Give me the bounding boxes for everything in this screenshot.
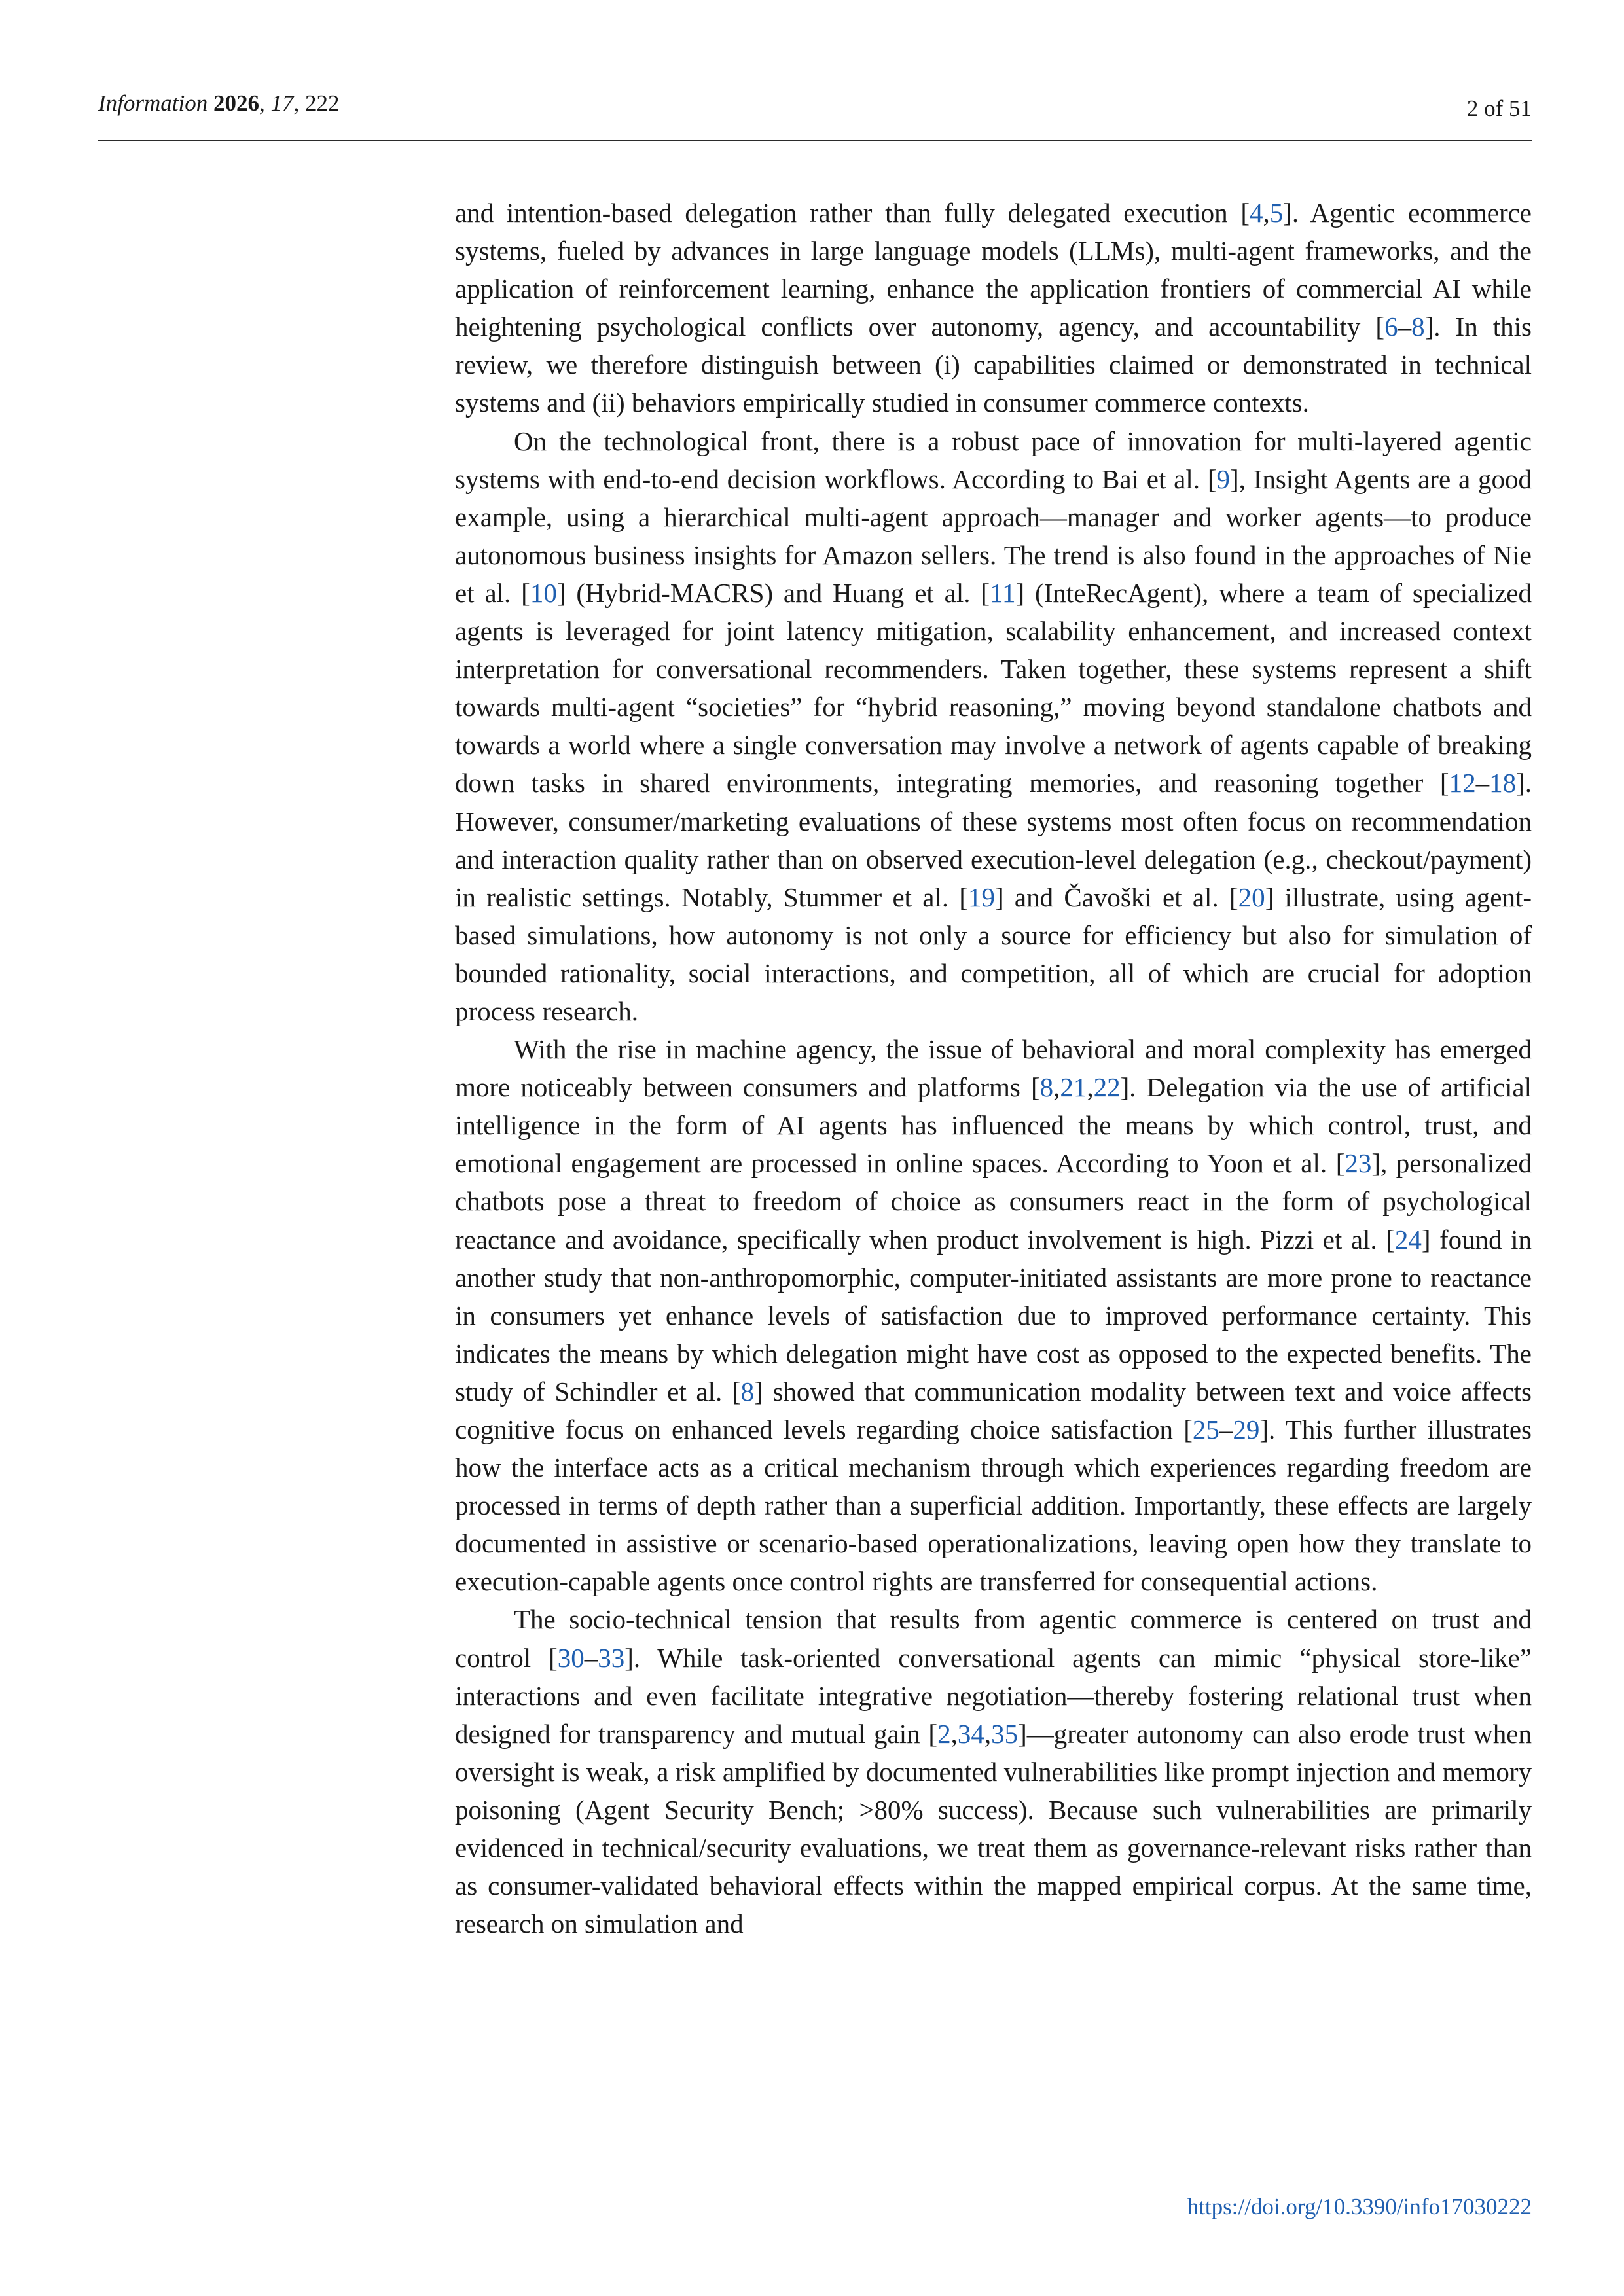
citation-link[interactable]: 4 — [1250, 198, 1263, 228]
paragraph-text: ], Insight Agents are a good example, using a hierarchical multi-agent approach—manager and worker agents—to produce autonomous business insights for Amazon sellers. The trend is also found in the approaches of Nie et al. [ — [455, 463, 1532, 608]
citation-link[interactable]: 24 — [1394, 1224, 1422, 1255]
paragraph-text: ]—greater autonomy can also erode trust when oversight is weak, a risk amplified by documented vulnerabilities like prompt injection and memory poisoning (Agent Security Bench; >80% success). Because such vulnerabilities are primarily evidenced in technical/security evaluations, we treat them as governance-relevant risks rather than as consumer-validated behavioral effects within the mapped empirical corpus. At the same time, research on simulation and — [455, 1718, 1532, 1939]
paragraph-text: ] illustrate, using agent-based simulations, how autonomy is not only a source for efficiency but also for simulation of bounded rationality, social interactions, and competition, all of which are crucial for adoption process research. — [455, 882, 1532, 1026]
paragraph-text: ]. Delegation via the use of artificial intelligence in the form of AI agents has influenced the means by which control, trust, and emotional engagement are processed in online spaces. According to Yoon et al. [ — [455, 1072, 1532, 1179]
page-header — [98, 90, 1532, 141]
paragraph-text: The socio-technical tension that results from agentic commerce is centered on trust and control [ — [455, 1604, 1532, 1673]
citation-link[interactable]: 25 — [1192, 1414, 1219, 1444]
citation-link[interactable]: 33 — [598, 1642, 625, 1673]
citation-link[interactable]: 8 — [740, 1376, 755, 1407]
paragraph-text: ], personalized chatbots pose a threat to freedom of choice as consumers react in the form of psychological reactance and avoidance, specifically when product involvement is high. Pizzi et al. [ — [455, 1148, 1532, 1255]
citation-link[interactable]: 11 — [990, 577, 1016, 608]
paragraph-text: , — [950, 1718, 958, 1749]
paragraph-text: On the technological front, there is a robust pace of innovation for multi-layered agentic systems with end-to-end decision workflows. According to Bai et al. [ — [455, 425, 1532, 494]
paragraph-text: , — [1087, 1072, 1094, 1103]
paragraph-text: , — [1053, 1072, 1060, 1103]
citation-link[interactable]: 2 — [937, 1718, 951, 1749]
paragraph-text: With the rise in machine agency, the issue of behavioral and moral complexity has emerged more noticeably between consumers and platforms [ — [455, 1034, 1532, 1103]
paragraph-text: ]. However, consumer/marketing evaluations of these systems most often focus on recommendation and interaction quality rather than on observed execution-level delegation (e.g., checkout/payment) in realistic settings. Notably, Stummer et al. [ — [455, 768, 1532, 912]
paragraph-text: ] (InteRecAgent), where a team of specialized agents is leveraged for joint latency mitigation, scalability enhancement, and increased context interpretation for conversational recommenders. Taken together, these systems represent a shift towards multi-agent “societies” for “hybrid reasoning,” moving beyond standalone chatbots and towards a world where a single conversation may involve a network of agents capable of breaking down tasks in shared environments, integrating memories, and reasoning together [ — [455, 577, 1532, 798]
paragraph-text: ]. In this review, we therefore distinguish between (i) capabilities claimed or demonstrated in technical systems and (ii) behaviors empirically studied in consumer commerce contexts. — [455, 312, 1532, 418]
citation-link[interactable]: 8 — [1039, 1072, 1054, 1103]
journal-citation: Information 2026, 17, 222 — [98, 90, 340, 116]
citation-link[interactable]: 12 — [1449, 768, 1476, 798]
citation-link[interactable]: 20 — [1238, 882, 1265, 912]
citation-link[interactable]: 23 — [1344, 1148, 1372, 1179]
citation-link[interactable]: 29 — [1233, 1414, 1260, 1444]
citation-link[interactable]: 30 — [557, 1642, 585, 1673]
paragraph-text: ]. This further illustrates how the interface acts as a critical mechanism through which experiences regarding freedom are processed in terms of depth rather than a superficial addition. Importantly, these effects are largely documented in assistive or scenario-based operationalizations, leaving open how they translate to execution-capable agents once control rights are transferred for consequential actions. — [455, 1414, 1532, 1597]
citation-link[interactable]: 10 — [530, 577, 557, 608]
body-paragraph — [455, 1030, 1532, 1600]
paragraph-text: ] (Hybrid-MACRS) and Huang et al. [ — [556, 577, 990, 608]
body-paragraph — [455, 194, 1532, 422]
journal-name: Information — [98, 90, 208, 116]
paragraph-text: ]. While task-oriented conversational agents can mimic “physical store-like” interactions and even facilitate integrative negotiation—thereby fostering relational trust when designed for transparency and mutual gain [ — [455, 1642, 1532, 1749]
paragraph-text: – — [1219, 1414, 1233, 1444]
paragraph-text: , — [984, 1718, 992, 1749]
paragraph-text: , — [1263, 198, 1270, 228]
body-paragraph — [455, 422, 1532, 1031]
citation-link[interactable]: 9 — [1216, 463, 1230, 494]
journal-year: 2026 — [213, 90, 259, 116]
doi-link[interactable]: https://doi.org/10.3390/info17030222 — [1187, 2194, 1532, 2219]
paragraph-text: ]. Agentic ecommerce systems, fueled by advances in large language models (LLMs), multi-agent frameworks, and the application of reinforcement learning, enhance the application frontiers of commercial AI while heightening psychological conflicts over autonomy, agency, and accountability [ — [455, 198, 1532, 342]
citation-link[interactable]: 18 — [1489, 768, 1517, 798]
citation-link[interactable]: 22 — [1093, 1072, 1121, 1103]
citation-link[interactable]: 19 — [968, 882, 996, 912]
paragraph-text: – — [1475, 768, 1490, 798]
citation-link[interactable]: 34 — [957, 1718, 984, 1749]
body-text — [455, 194, 1532, 1943]
paragraph-text: – — [584, 1642, 598, 1673]
body-paragraph — [455, 1600, 1532, 1943]
journal-article-number: 222 — [304, 90, 340, 116]
citation-link[interactable]: 21 — [1060, 1072, 1087, 1103]
page-number: 2 of 51 — [1466, 96, 1532, 121]
citation-link[interactable]: 6 — [1384, 312, 1398, 342]
paragraph-text: ] showed that communication modality between text and voice affects cognitive focus on enhanced levels regarding choice satisfaction [ — [455, 1376, 1532, 1444]
paragraph-text: and intention-based delegation rather than fully delegated execution [ — [455, 198, 1250, 228]
citation-link[interactable]: 5 — [1269, 198, 1284, 228]
paragraph-text: – — [1398, 312, 1412, 342]
paragraph-text: ] found in another study that non-anthropomorphic, computer-initiated assistants are more prone to reactance in consumers yet enhance levels of satisfaction due to improved performance certainty. This indicates the means by which delegation might have cost as opposed to the expected benefits. The study of Schindler et al. [ — [455, 1224, 1532, 1407]
citation-link[interactable]: 8 — [1411, 312, 1425, 342]
paragraph-text: ] and Čavoški et al. [ — [995, 882, 1238, 912]
journal-volume: 17 — [270, 90, 294, 116]
citation-link[interactable]: 35 — [991, 1718, 1019, 1749]
